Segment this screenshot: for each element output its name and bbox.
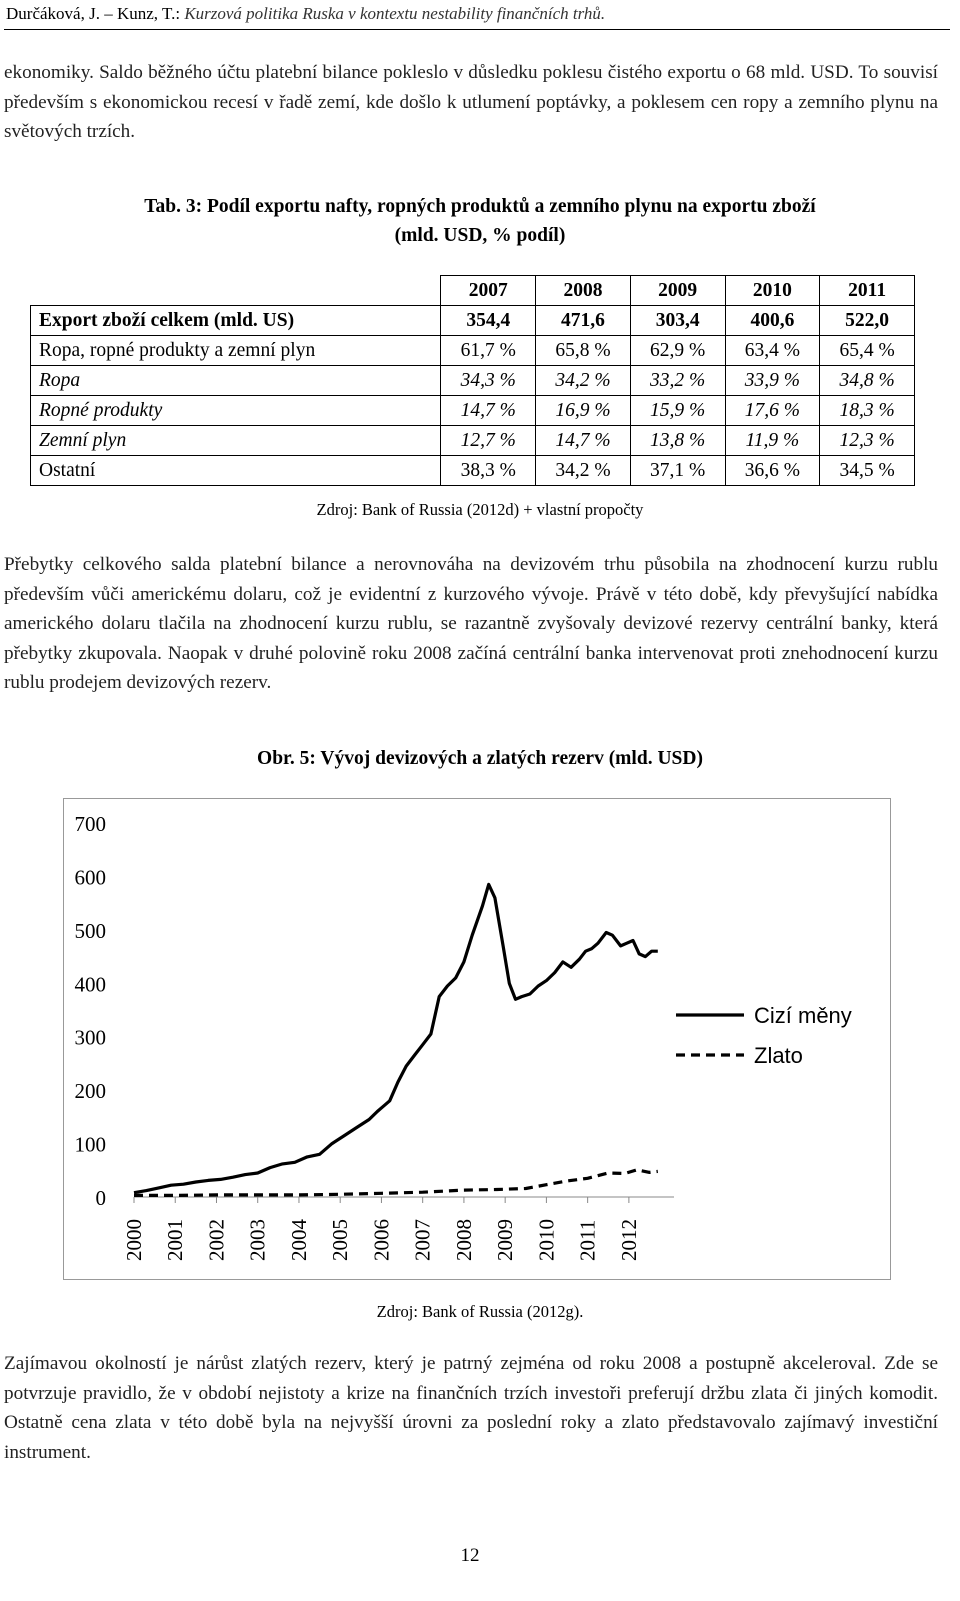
x-tick-label: 2008 — [451, 1219, 476, 1261]
table-row — [31, 366, 915, 396]
table-cell: 33,2 % — [630, 366, 725, 396]
table-row-label: Zemní plyn — [31, 426, 441, 456]
table-caption-line2: (mld. USD, % podíl) — [394, 225, 566, 246]
y-tick-label: 600 — [74, 865, 106, 890]
header-title: Kurzová politika Ruska v kontextu nestability finančních trhů. — [184, 4, 606, 23]
header-divider — [4, 29, 950, 30]
series-line-zlato — [134, 1170, 658, 1196]
table-row — [31, 396, 915, 426]
x-tick-label: 2000 — [122, 1219, 146, 1261]
page-number: 12 — [460, 1545, 480, 1566]
table-caption — [0, 192, 960, 250]
table-cell: 16,9 % — [536, 396, 631, 426]
legend-label: Cizí měny — [754, 1003, 852, 1028]
table-year-cell: 2010 — [725, 276, 820, 306]
table-cell: 303,4 — [630, 306, 725, 336]
running-header — [6, 4, 605, 24]
table-row — [31, 306, 915, 336]
intro-paragraph: ekonomiky. Saldo běžného účtu platební bilance pokleslo v důsledku poklesu čistého exportu o 68 mld. USD. To souvisí především s ekonomickou recesí v řadě zemí, kde došlo k utlumení poptávky, a poklesem cen ropy a zemního plynu na světových trzích. — [4, 62, 938, 142]
table-cell: 12,7 % — [441, 426, 536, 456]
y-tick-label: 0 — [95, 1186, 106, 1210]
y-tick-label: 100 — [74, 1132, 106, 1157]
table-cell: 36,6 % — [725, 456, 820, 486]
table-cell: 18,3 % — [820, 396, 915, 426]
x-tick-label: 2006 — [369, 1219, 394, 1261]
table-cell: 62,9 % — [630, 336, 725, 366]
x-tick-label: 2003 — [245, 1219, 270, 1261]
table-cell: 522,0 — [820, 306, 915, 336]
table-source: Zdroj: Bank of Russia (2012d) + vlastní propočty — [316, 500, 644, 519]
table-cell: 14,7 % — [536, 426, 631, 456]
final-paragraph: Zajímavou okolností je nárůst zlatých rezerv, který je patrný zejména od roku 2008 a postupně akceleroval. Zde se potvrzuje pravidlo, že v období nejistoty a krize na finančních trzích investoři preferují držbu zlata či jiných komodit. Ostatně cena zlata v této době byla na nejvyšší úrovni za poslední roky a zlato představovalo zajímavý investiční instrument. — [4, 1353, 938, 1463]
x-tick-label: 2001 — [163, 1219, 188, 1261]
table-year-cell: 2011 — [820, 276, 915, 306]
x-tick-label: 2007 — [410, 1219, 435, 1261]
table-cell: 38,3 % — [441, 456, 536, 486]
x-tick-label: 2010 — [534, 1219, 559, 1261]
table-cell: 63,4 % — [725, 336, 820, 366]
figure-caption: Obr. 5: Vývoj devizových a zlatých rezerv (mld. USD) — [257, 748, 703, 769]
series-line-cizi-meny — [134, 884, 658, 1192]
table-year-cell: 2007 — [441, 276, 536, 306]
table-row-label: Ropa, ropné produkty a zemní plyn — [31, 336, 441, 366]
table-cell: 12,3 % — [820, 426, 915, 456]
table-cell: 354,4 — [441, 306, 536, 336]
x-tick-label: 2009 — [493, 1219, 518, 1261]
export-table — [30, 275, 915, 486]
table-cell: 34,2 % — [536, 456, 631, 486]
y-tick-label: 500 — [74, 918, 106, 943]
table-row-label: Ostatní — [31, 456, 441, 486]
table-cell: 400,6 — [725, 306, 820, 336]
table-row — [31, 426, 915, 456]
table-year-cell: 2008 — [536, 276, 631, 306]
table-year-cell: 2009 — [630, 276, 725, 306]
x-tick-label: 2002 — [204, 1219, 229, 1261]
table-row-label: Ropné produkty — [31, 396, 441, 426]
reserves-chart — [63, 798, 891, 1280]
reserves-chart-svg — [64, 799, 890, 1279]
legend-label: Zlato — [754, 1043, 803, 1068]
table-row-label: Export zboží celkem (mld. US) — [31, 306, 441, 336]
x-tick-label: 2012 — [616, 1219, 641, 1261]
table-cell: 34,2 % — [536, 366, 631, 396]
figure-source: Zdroj: Bank of Russia (2012g). — [376, 1302, 584, 1321]
table-cell: 17,6 % — [725, 396, 820, 426]
table-cell: 33,9 % — [725, 366, 820, 396]
x-tick-label: 2005 — [328, 1219, 353, 1261]
table-cell: 65,8 % — [536, 336, 631, 366]
y-tick-label: 200 — [74, 1079, 106, 1104]
table-cell: 34,3 % — [441, 366, 536, 396]
table-cell: 15,9 % — [630, 396, 725, 426]
table-cell: 37,1 % — [630, 456, 725, 486]
table-caption-line1: Tab. 3: Podíl exportu nafty, ropných produktů a zemního plynu na exportu zboží — [144, 196, 816, 217]
y-tick-label: 300 — [74, 1025, 106, 1050]
table-cell: 11,9 % — [725, 426, 820, 456]
table-cell: 34,5 % — [820, 456, 915, 486]
table-cell: 65,4 % — [820, 336, 915, 366]
table-cell: 14,7 % — [441, 396, 536, 426]
table-row — [31, 456, 915, 486]
y-tick-label: 400 — [74, 972, 106, 997]
table-cell: 471,6 — [536, 306, 631, 336]
y-tick-label: 700 — [74, 812, 106, 836]
header-authors: Durčáková, J. – Kunz, T.: — [6, 4, 181, 23]
x-tick-label: 2011 — [575, 1219, 600, 1261]
x-tick-label: 2004 — [286, 1219, 311, 1261]
middle-paragraph: Přebytky celkového salda platební bilance a nerovnováha na devizovém trhu působila na zhodnocení kurzu rublu především vůči americkému dolaru, což je evidentní z kurzového vývoje. Právě v této době, kdy převyšující nabídka amerického dolaru tlačila na zhodnocení kurzu rublu, se razantně zvyšovaly devizové rezervy centrální banky, která přebytky zkupovala. Naopak v druhé polovině roku 2008 začíná centrální banka intervenovat proti znehodnocení kurzu rublu prodejem devizových rezerv. — [4, 554, 938, 693]
table-corner-cell — [31, 276, 441, 306]
table-cell: 13,8 % — [630, 426, 725, 456]
table-header-row — [31, 276, 915, 306]
table-cell: 61,7 % — [441, 336, 536, 366]
table-row — [31, 336, 915, 366]
table-row-label: Ropa — [31, 366, 441, 396]
table-cell: 34,8 % — [820, 366, 915, 396]
